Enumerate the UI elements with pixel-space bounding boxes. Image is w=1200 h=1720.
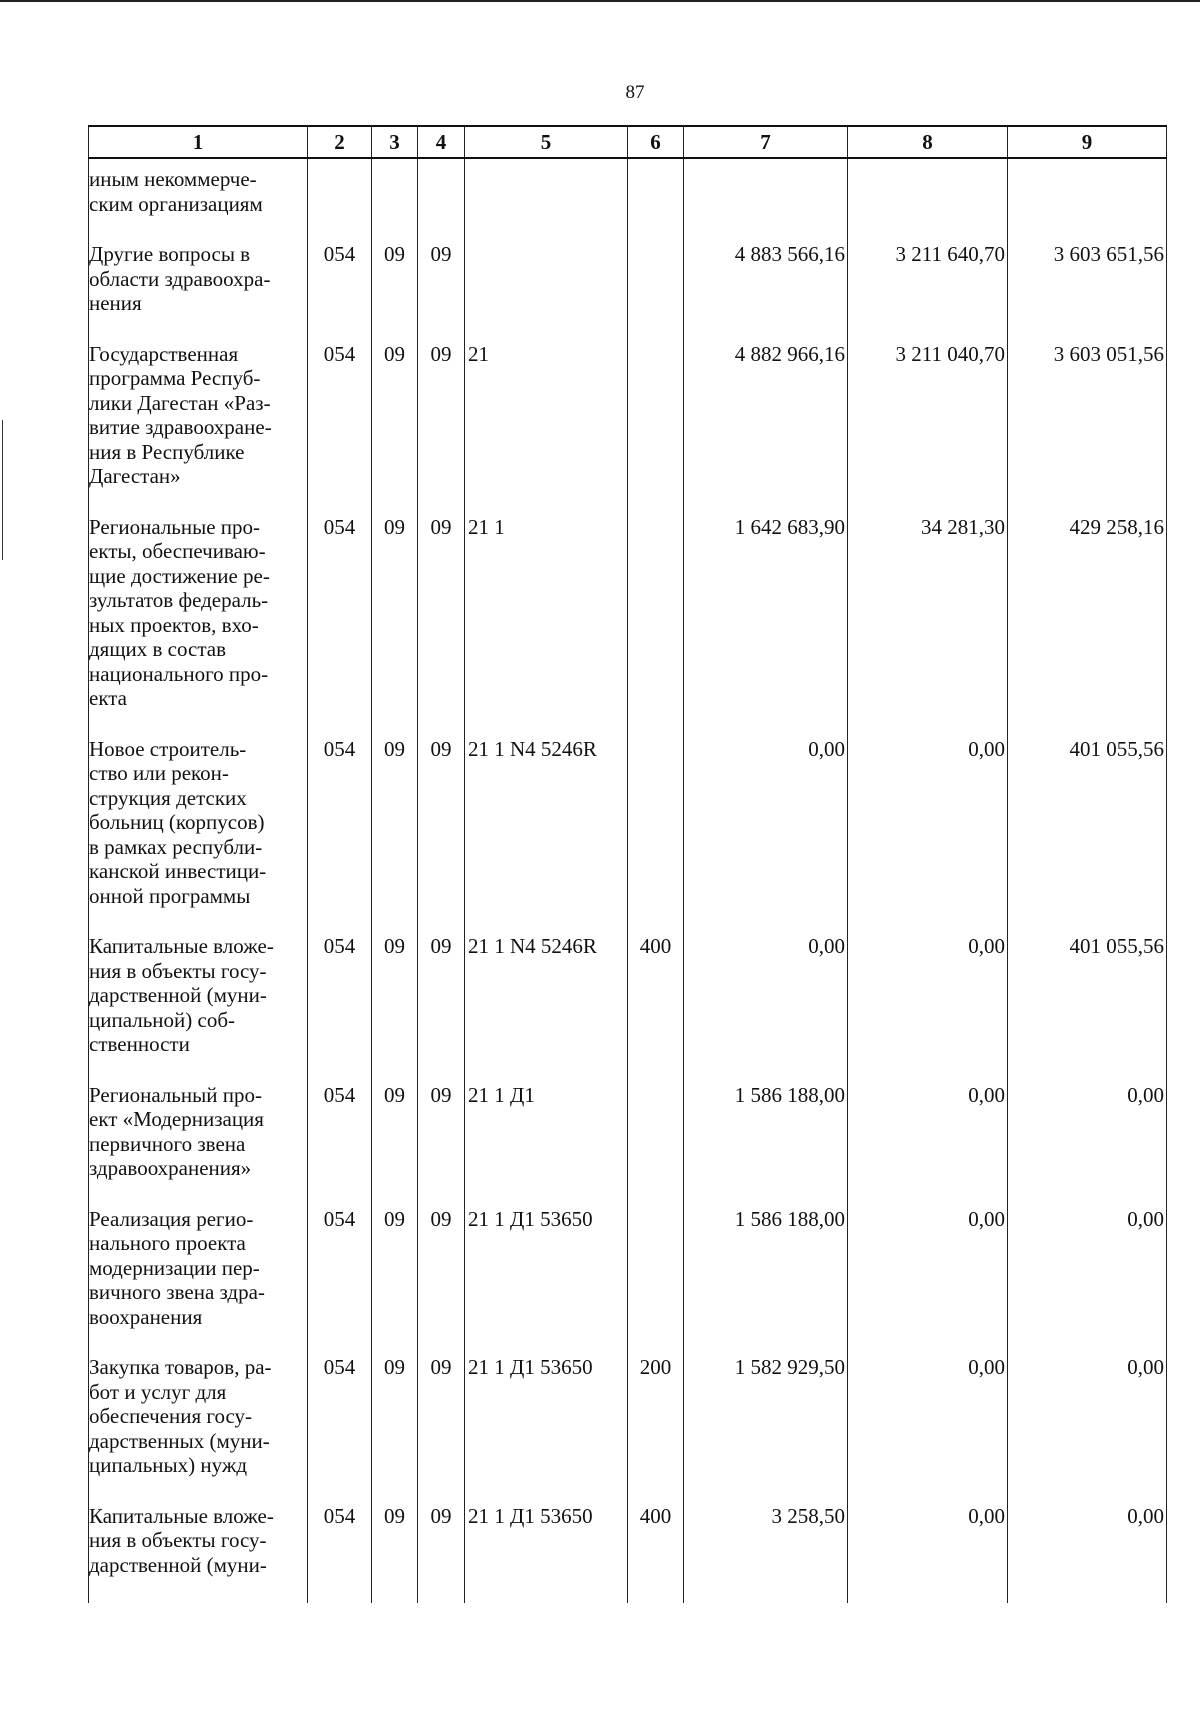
row-name-cell [89,1199,308,1348]
row-code-cell: 21 1 N4 5246R [465,729,628,927]
row-col7-amount: 3 258,50 [684,1496,848,1604]
col-header-3: 3 [372,126,418,158]
row-col8-amount: 0,00 [848,926,1008,1075]
row-col3-cell: 09 [372,1496,418,1604]
scan-top-border [0,0,1200,2]
row-col9-amount: 0,00 [1008,1199,1167,1348]
row-col3-cell: 09 [372,926,418,1075]
col-header-9: 9 [1008,126,1167,158]
row-col4-cell [418,158,465,234]
col-header-7: 7 [684,126,848,158]
row-col9-amount: 0,00 [1008,1347,1167,1496]
row-col6-cell [628,234,684,334]
row-col3-cell: 09 [372,507,418,729]
row-col2-cell: 054 [308,926,372,1075]
budget-table [88,125,1167,1603]
row-col2-cell: 054 [308,1347,372,1496]
row-name-cell [89,234,308,334]
row-col9-amount: 401 055,56 [1008,926,1167,1075]
row-col9-amount: 3 603 651,56 [1008,234,1167,334]
row-col4-cell: 09 [418,234,465,334]
row-col3-cell: 09 [372,1347,418,1496]
table-row [89,926,1167,1075]
row-col2-cell [308,158,372,234]
row-name-text: Закупка товаров, ра- бот и услуг для обеспечения госу- дарственных (муни- ципальных) нужд [89,1355,272,1477]
row-name-cell [89,926,308,1075]
row-col6-cell [628,507,684,729]
page-number: 87 [625,82,645,103]
row-name-text: Капитальные вложе- ния в объекты госу- дарственной (муни- ципальной) соб- ственности [89,934,274,1056]
row-code-cell: 21 1 Д1 53650 [465,1496,628,1604]
row-col3-cell: 09 [372,729,418,927]
row-col7-amount: 1 582 929,50 [684,1347,848,1496]
row-code-cell [465,234,628,334]
scan-left-mark [2,420,3,560]
row-name-text: Капитальные вложе- ния в объекты госу- дарственной (муни- [89,1503,274,1577]
table-body [89,158,1167,1603]
row-col8-amount [848,158,1008,234]
col-header-2: 2 [308,126,372,158]
row-col7-amount: 1 586 188,00 [684,1199,848,1348]
row-code-cell: 21 1 Д1 [465,1075,628,1199]
row-code-cell [465,158,628,234]
row-col2-cell: 054 [308,1496,372,1604]
table-row [89,1347,1167,1496]
row-col7-amount: 1 586 188,00 [684,1075,848,1199]
row-col4-cell: 09 [418,926,465,1075]
table-row [89,1496,1167,1604]
row-col2-cell: 054 [308,1075,372,1199]
row-col4-cell: 09 [418,729,465,927]
row-col8-amount: 0,00 [848,1347,1008,1496]
row-col8-amount: 34 281,30 [848,507,1008,729]
row-name-text: Государственная программа Респуб- лики Дагестан «Раз- витие здравоохране- ния в Республике Дагестан» [89,341,272,488]
row-name-cell [89,1347,308,1496]
row-code-cell: 21 1 Д1 53650 [465,1347,628,1496]
row-col4-cell: 09 [418,334,465,507]
table-row [89,507,1167,729]
header-row [89,126,1167,158]
row-name-cell [89,1075,308,1199]
row-name-text: Новое строитель- ство или рекон- струкция детских больниц (корпусов) в рамках республи- канской инвестици- онной программы [89,736,267,908]
row-col4-cell: 09 [418,1075,465,1199]
row-col3-cell: 09 [372,234,418,334]
row-col6-cell [628,158,684,234]
row-name-text: Региональный про- ект «Модернизация первичного звена здравоохранения» [89,1082,264,1180]
row-col9-amount: 401 055,56 [1008,729,1167,927]
col-header-8: 8 [848,126,1008,158]
row-col2-cell: 054 [308,507,372,729]
row-name-cell [89,158,308,234]
row-col2-cell: 054 [308,234,372,334]
row-col4-cell: 09 [418,1347,465,1496]
row-col9-amount: 429 258,16 [1008,507,1167,729]
table-row [89,1199,1167,1348]
row-col3-cell: 09 [372,1075,418,1199]
row-name-cell [89,1496,308,1604]
table-row [89,158,1167,234]
row-col7-amount: 4 882 966,16 [684,334,848,507]
row-col8-amount: 0,00 [848,1199,1008,1348]
table-row [89,334,1167,507]
col-header-5: 5 [465,126,628,158]
row-col3-cell [372,158,418,234]
row-col8-amount: 3 211 040,70 [848,334,1008,507]
row-col8-amount: 0,00 [848,1496,1008,1604]
row-col4-cell: 09 [418,1496,465,1604]
table-row [89,1075,1167,1199]
row-name-text: Другие вопросы в области здравоохра- нения [89,242,271,315]
row-name-text: Реализация регио- нального проекта модернизации пер- вичного звена здра- воохранения [89,1206,265,1329]
row-col6-cell [628,1199,684,1348]
row-col6-cell: 400 [628,1496,684,1604]
row-col9-amount: 3 603 051,56 [1008,334,1167,507]
row-col6-cell [628,729,684,927]
row-col9-amount [1008,158,1167,234]
row-col7-amount: 1 642 683,90 [684,507,848,729]
row-code-cell: 21 [465,334,628,507]
row-name-cell [89,729,308,927]
row-col3-cell: 09 [372,334,418,507]
row-col8-amount: 3 211 640,70 [848,234,1008,334]
row-code-cell: 21 1 N4 5246R [465,926,628,1075]
row-col7-amount [684,158,848,234]
row-col7-amount: 0,00 [684,729,848,927]
row-col7-amount: 4 883 566,16 [684,234,848,334]
row-col2-cell: 054 [308,729,372,927]
row-col4-cell: 09 [418,1199,465,1348]
row-code-cell: 21 1 Д1 53650 [465,1199,628,1348]
row-col3-cell: 09 [372,1199,418,1348]
row-col6-cell [628,334,684,507]
row-name-text: иным некоммерче- ским организациям [89,167,263,216]
col-header-6: 6 [628,126,684,158]
table-row [89,234,1167,334]
col-header-4: 4 [418,126,465,158]
row-col9-amount: 0,00 [1008,1496,1167,1604]
row-code-cell: 21 1 [465,507,628,729]
row-col4-cell: 09 [418,507,465,729]
row-col8-amount: 0,00 [848,1075,1008,1199]
row-name-text: Региональные про- екты, обеспечиваю- щие достижение ре- зультатов федераль- ных проектов, вхо- дящих в состав национального про- екта [89,514,270,710]
row-col2-cell: 054 [308,334,372,507]
row-col7-amount: 0,00 [684,926,848,1075]
row-col6-cell: 200 [628,1347,684,1496]
row-col6-cell [628,1075,684,1199]
row-col2-cell: 054 [308,1199,372,1348]
row-col6-cell: 400 [628,926,684,1075]
row-name-cell [89,507,308,729]
row-col9-amount: 0,00 [1008,1075,1167,1199]
row-col8-amount: 0,00 [848,729,1008,927]
col-header-1: 1 [89,126,308,158]
table-row [89,729,1167,927]
row-name-cell [89,334,308,507]
